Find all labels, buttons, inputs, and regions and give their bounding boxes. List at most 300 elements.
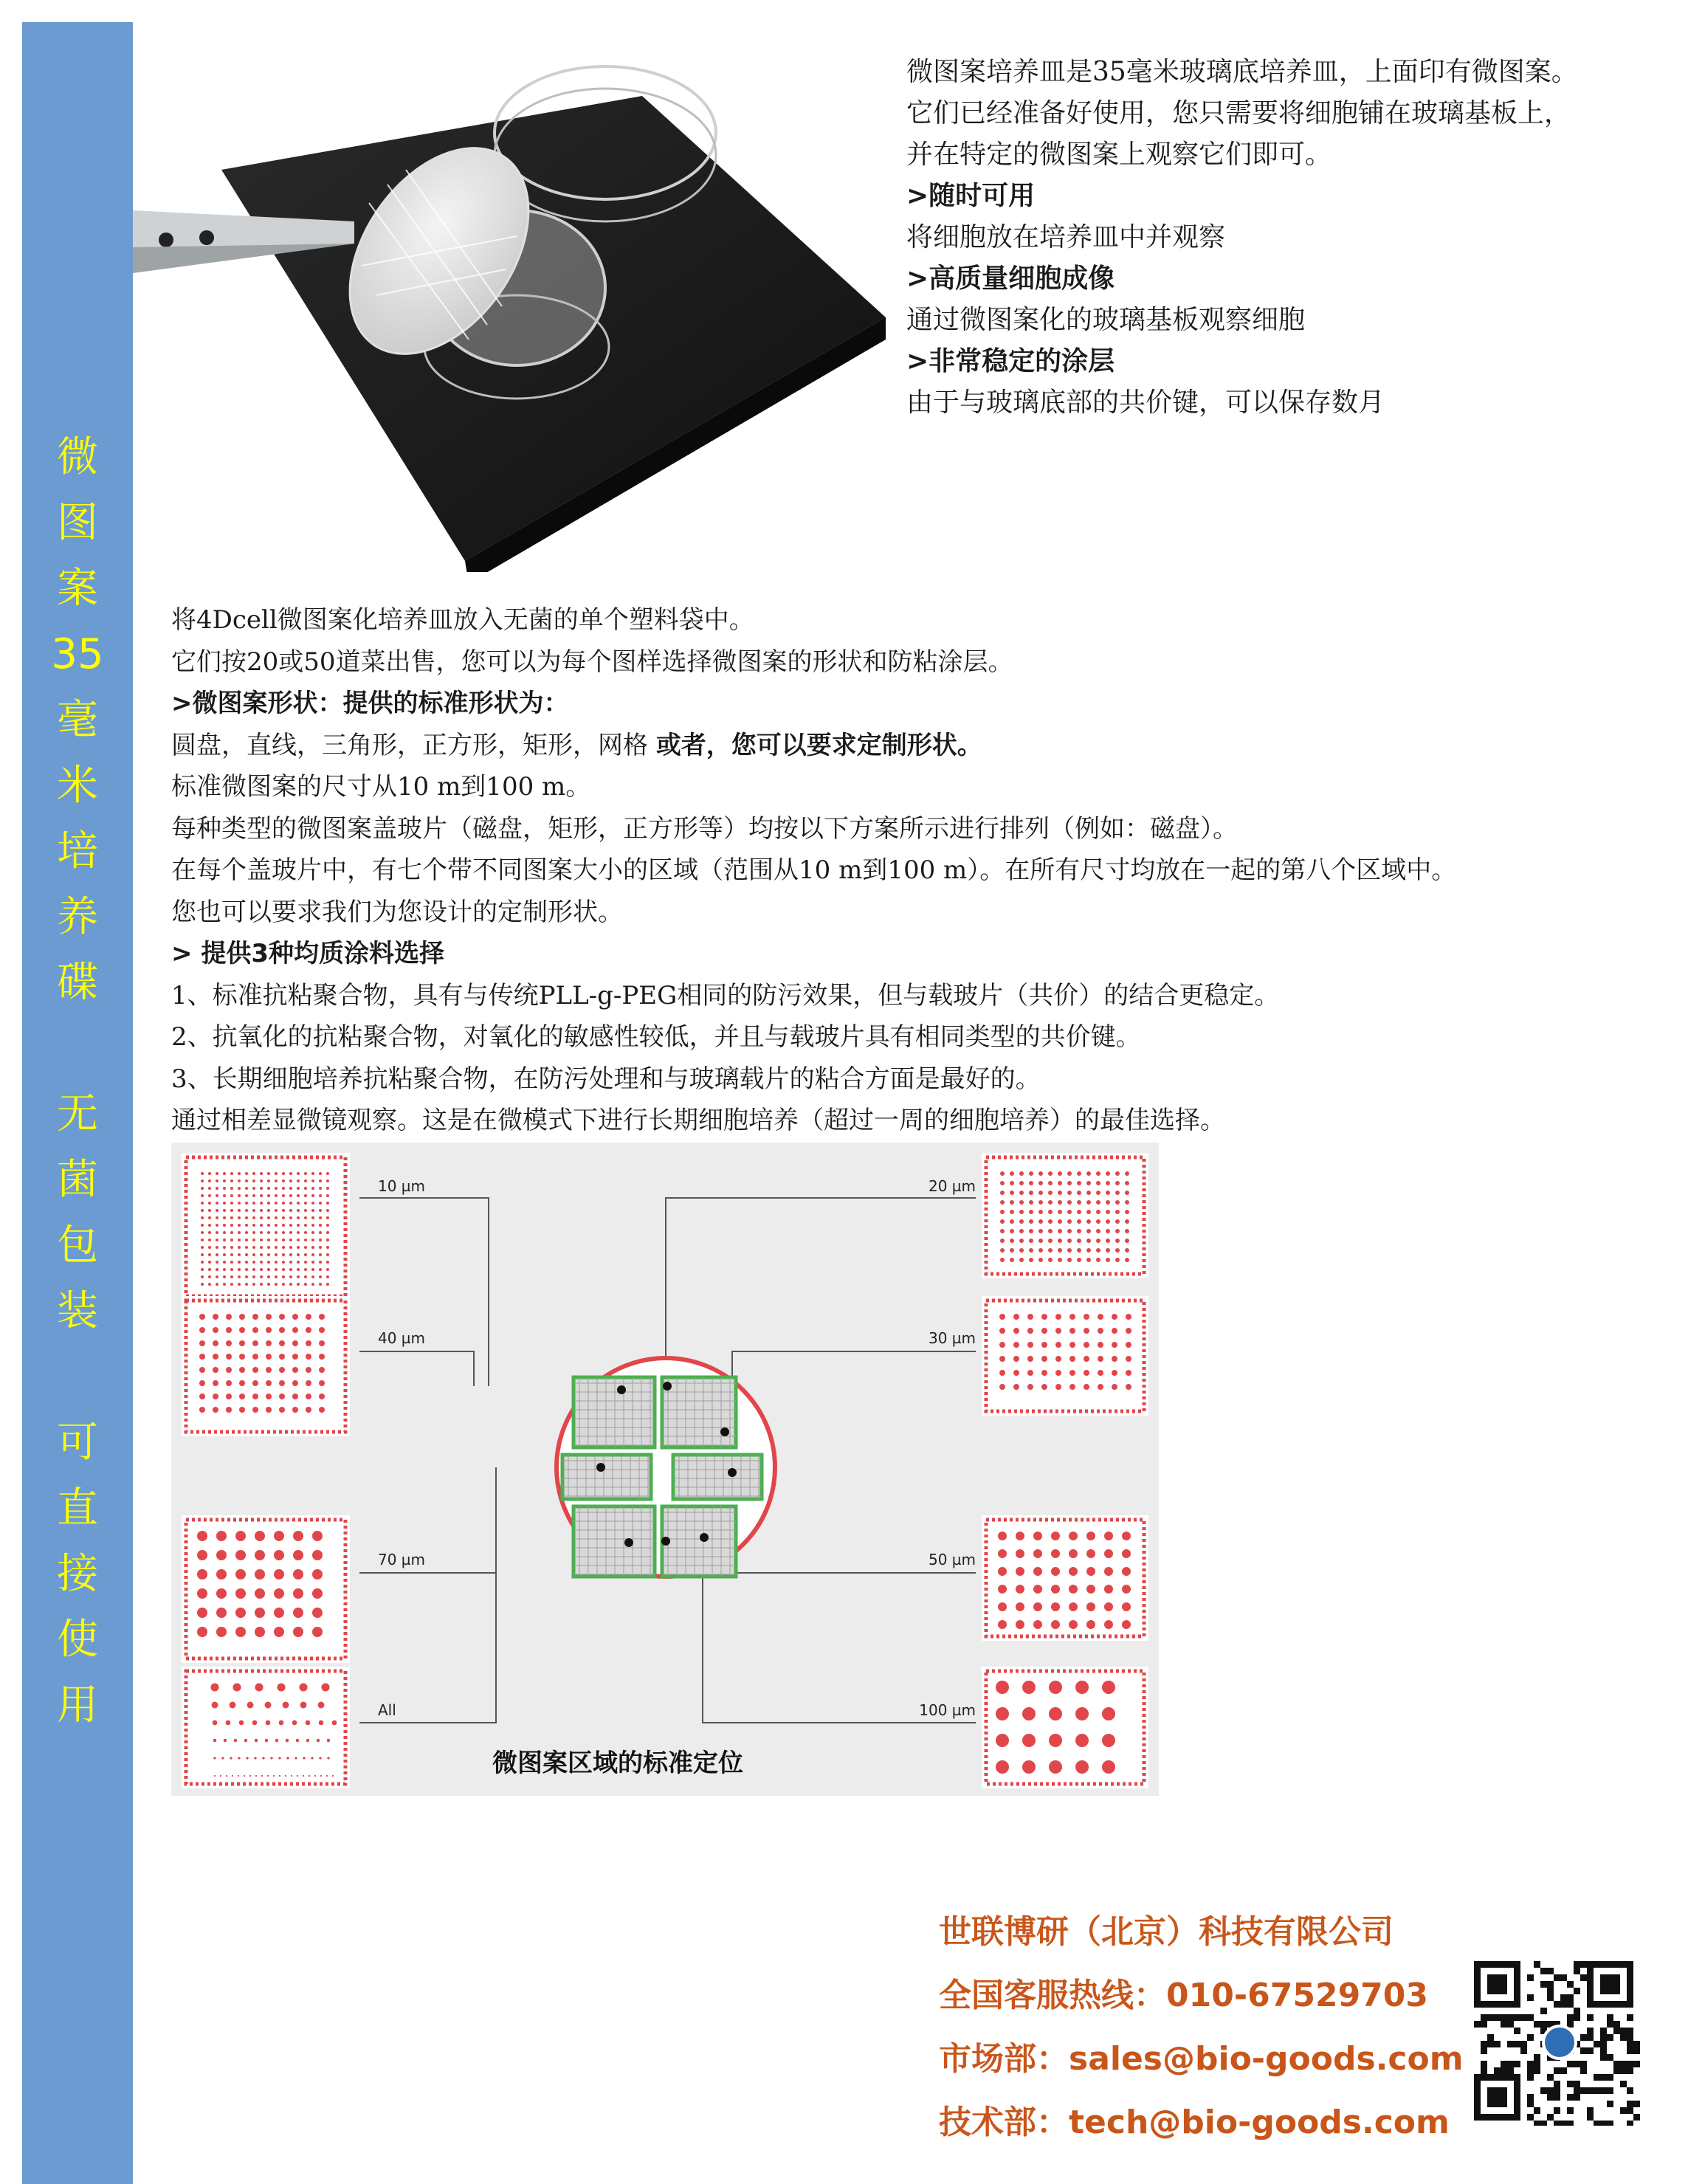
pattern-dot: [285, 1775, 286, 1777]
pattern-dot: [1067, 1239, 1072, 1243]
pattern-dot: [226, 1407, 232, 1413]
zone-marker: [728, 1468, 737, 1477]
pattern-dot: [201, 1275, 204, 1278]
section-heading: >微图案形状：提供的标准形状为：: [171, 689, 569, 718]
pattern-dot: [235, 1569, 246, 1580]
qr-module: [1580, 1961, 1587, 1968]
pattern-dot: [319, 1354, 325, 1360]
pattern-dot: [319, 1246, 322, 1249]
pattern-dot: [1013, 1384, 1019, 1390]
pattern-dot: [223, 1179, 226, 1182]
pattern-dot: [297, 1224, 300, 1227]
body-line: 每种类型的微图案盖玻片（磁盘，矩形，正方形等）均按以下方案所示进行排列（例如：磁盘）。: [171, 813, 1238, 844]
qr-module: [1627, 2041, 1633, 2047]
pattern-dot: [1086, 1181, 1091, 1185]
pattern-dot: [275, 1224, 278, 1227]
qr-module: [1607, 2087, 1613, 2094]
pattern-dot: [279, 1340, 285, 1346]
pattern-dot: [1106, 1229, 1110, 1233]
pattern-dot: [1027, 1370, 1033, 1376]
pattern-dot: [275, 1275, 278, 1278]
pattern-dot: [1115, 1191, 1120, 1195]
pattern-dot: [1086, 1200, 1091, 1205]
body-line: [171, 725, 1647, 767]
pattern-dot: [1086, 1229, 1091, 1233]
qr-finder: [1487, 1974, 1507, 1994]
pattern-dot: [282, 1172, 285, 1175]
pattern-dot: [1027, 1356, 1033, 1362]
pattern-dot: [223, 1231, 226, 1234]
pattern-dot: [318, 1702, 325, 1709]
pattern-dot: [297, 1268, 300, 1271]
pattern-dot: [1010, 1229, 1014, 1233]
qr-module: [1534, 2061, 1540, 2067]
qr-module: [1481, 2021, 1487, 2028]
pattern-dot: [1112, 1384, 1117, 1390]
sidebar-char: 米: [57, 762, 98, 810]
pattern-dot: [230, 1757, 232, 1759]
qr-code: [1472, 1960, 1642, 2126]
qr-module: [1607, 2034, 1613, 2041]
pattern-dot: [1122, 1620, 1131, 1629]
pattern-dot: [216, 1283, 218, 1286]
pattern-dot: [289, 1224, 292, 1227]
pattern-dot: [299, 1683, 307, 1691]
diagram-caption: 微图案区域的标准定位: [492, 1749, 743, 1778]
pattern-dot: [210, 1683, 218, 1691]
pattern-dot: [332, 1775, 334, 1777]
pattern-dot: [201, 1239, 204, 1241]
pattern-dot: [274, 1531, 284, 1541]
pattern-dot: [226, 1340, 232, 1346]
pattern-dot: [282, 1224, 285, 1227]
pattern-dot: [252, 1314, 258, 1320]
pattern-dot: [1096, 1171, 1100, 1176]
pattern-dot: [293, 1588, 303, 1599]
pattern-dot: [275, 1216, 278, 1219]
pattern-dot: [286, 1757, 289, 1759]
pattern-dot: [1022, 1707, 1036, 1720]
qr-module: [1574, 1961, 1580, 1968]
pattern-dot: [304, 1209, 307, 1212]
pattern-dot: [293, 1569, 303, 1580]
qr-module: [1547, 2074, 1554, 2081]
pattern-dot: [1038, 1181, 1043, 1185]
pattern-dot: [1010, 1181, 1014, 1185]
pattern-dot: [1019, 1229, 1024, 1233]
pattern-dot: [282, 1187, 285, 1190]
pattern-dot: [1048, 1248, 1053, 1253]
pattern-dot: [1086, 1549, 1095, 1558]
qr-module: [1607, 2014, 1613, 2021]
pattern-dot: [998, 1532, 1007, 1540]
qr-module: [1560, 2121, 1567, 2126]
pattern-dot: [297, 1172, 300, 1175]
pattern-dot: [230, 1202, 233, 1205]
pattern-dot: [1106, 1181, 1110, 1185]
pattern-dot: [216, 1216, 218, 1219]
pattern-dot: [304, 1231, 307, 1234]
qr-module: [1633, 2101, 1640, 2107]
pattern-dot: [320, 1775, 322, 1777]
body-line: 通过相差显微镜观察。这是在微模式下进行长期细胞培养（超过一周的细胞培养）的最佳选择。: [171, 1106, 1225, 1135]
pattern-dot: [1112, 1328, 1117, 1334]
qr-module: [1527, 2074, 1534, 2081]
pattern-dot: [238, 1231, 241, 1234]
pattern-dot: [223, 1187, 226, 1190]
pattern-dot: [999, 1342, 1005, 1348]
pattern-dot: [252, 1394, 258, 1399]
pattern-dot: [252, 1380, 258, 1386]
qr-module: [1627, 2067, 1633, 2074]
pattern-dot: [300, 1702, 307, 1709]
pattern-dot: [1069, 1532, 1078, 1540]
pattern-dot: [1115, 1248, 1120, 1253]
pattern-dot: [1048, 1258, 1053, 1262]
pattern-dot: [311, 1202, 314, 1205]
pattern-dot: [223, 1194, 226, 1197]
pattern-dot: [1086, 1258, 1091, 1262]
pattern-dot: [319, 1757, 321, 1759]
pattern-dot: [274, 1608, 284, 1618]
pattern-dot: [1086, 1532, 1095, 1540]
pattern-dot: [275, 1268, 278, 1271]
qr-module: [1534, 2054, 1540, 2061]
pattern-dot: [208, 1275, 211, 1278]
body-line: 将4Dcell微图案化培养皿放入无菌的单个塑料袋中。: [171, 605, 754, 635]
sidebar-char: 接: [57, 1550, 98, 1598]
pattern-dot: [311, 1283, 314, 1286]
pattern-dot: [244, 1739, 247, 1742]
pattern-dot: [252, 1231, 255, 1234]
pattern-dot: [314, 1775, 316, 1777]
pattern-dot: [267, 1268, 270, 1271]
pattern-dot: [1104, 1620, 1113, 1629]
size-label: 30 µm: [928, 1329, 976, 1347]
pattern-dot: [208, 1239, 211, 1241]
pattern-dot: [1106, 1219, 1110, 1224]
qr-module: [1607, 2074, 1613, 2081]
qr-module: [1481, 2014, 1487, 2021]
pattern-dot: [232, 1683, 241, 1691]
pattern-dot: [252, 1209, 255, 1212]
pattern-dot: [1096, 1258, 1100, 1262]
pattern-dot: [1067, 1219, 1072, 1224]
pattern-dot: [238, 1246, 241, 1249]
pattern-dot: [226, 1775, 227, 1777]
qr-module: [1547, 1968, 1554, 1974]
pattern-dot: [1084, 1384, 1089, 1390]
pattern-dot: [289, 1172, 292, 1175]
pattern-dot: [1038, 1239, 1043, 1243]
qr-module: [1574, 2087, 1580, 2094]
pattern-dot: [304, 1187, 307, 1190]
pattern-dot: [1027, 1384, 1033, 1390]
pattern-dot: [1125, 1239, 1129, 1243]
pattern-dot: [1029, 1229, 1033, 1233]
size-label: 100 µm: [919, 1701, 976, 1719]
size-label: 50 µm: [928, 1551, 976, 1568]
qr-module: [1567, 2121, 1574, 2126]
pattern-dot: [1125, 1219, 1129, 1224]
pattern-dot: [208, 1172, 211, 1175]
pattern-dot: [201, 1268, 204, 1271]
qr-module: [1547, 2094, 1554, 2101]
qr-module: [1580, 2034, 1587, 2041]
size-label: 40 µm: [378, 1329, 426, 1347]
pattern-dot: [1075, 1681, 1089, 1694]
feature-text: 由于与玻璃底部的共价键，可以保存数月: [906, 387, 1385, 418]
intro-text: [906, 52, 1644, 424]
sidebar-char: 培: [57, 827, 98, 875]
qr-module: [1540, 2087, 1547, 2094]
pattern-dot: [304, 1202, 307, 1205]
qr-module: [1587, 2014, 1594, 2021]
pattern-dot: [1010, 1171, 1014, 1176]
pattern-dot: [1022, 1760, 1036, 1774]
pattern-dot: [252, 1340, 258, 1346]
pattern-dot: [238, 1757, 240, 1759]
pattern-dot: [1038, 1200, 1043, 1205]
pattern-dot: [213, 1757, 216, 1759]
pattern-dot: [289, 1253, 292, 1256]
pattern-dot: [292, 1367, 298, 1373]
pattern-dot: [252, 1216, 255, 1219]
pattern-dot: [267, 1179, 270, 1182]
size-label: 20 µm: [928, 1177, 976, 1195]
pattern-dot: [1058, 1210, 1062, 1214]
pattern-dot: [260, 1172, 263, 1175]
pattern-dot: [1086, 1585, 1095, 1594]
pattern-dot: [289, 1216, 292, 1219]
pattern-dot: [275, 1231, 278, 1234]
pattern-dot: [1075, 1734, 1089, 1747]
body-line: 1、标准抗粘聚合物，具有与传统PLL-g-PEG相同的防污效果，但与载玻片（共价）的结合更稳定。: [171, 980, 1280, 1010]
pattern-dot: [1069, 1602, 1078, 1611]
pattern-dot: [999, 1328, 1005, 1334]
pattern-dot: [1013, 1356, 1019, 1362]
qr-module: [1487, 2014, 1494, 2021]
pattern-dot: [216, 1187, 218, 1190]
pattern-dot: [326, 1283, 329, 1286]
pattern-dot: [319, 1179, 322, 1182]
pattern-dot: [1016, 1567, 1024, 1576]
pattern-dot: [275, 1209, 278, 1212]
pattern-dot: [1027, 1342, 1033, 1348]
pattern-dot: [1115, 1200, 1120, 1205]
pattern-dot: [1125, 1229, 1129, 1233]
pattern-dot: [1077, 1191, 1081, 1195]
pattern-dot: [1029, 1171, 1033, 1176]
pattern-dot: [201, 1246, 204, 1249]
pattern-dot: [311, 1216, 314, 1219]
pattern-dot: [1029, 1210, 1033, 1214]
pattern-dot: [216, 1172, 218, 1175]
pattern-dot: [267, 1216, 270, 1219]
pattern-dot: [319, 1216, 322, 1219]
pattern-dot: [1038, 1258, 1043, 1262]
pattern-dot: [208, 1283, 211, 1286]
qr-module: [1560, 1974, 1567, 1981]
pattern-dot: [255, 1739, 258, 1742]
pattern-dot: [213, 1340, 218, 1346]
pattern-dot: [238, 1209, 241, 1212]
pattern-dot: [1048, 1171, 1053, 1176]
pattern-dot: [223, 1172, 226, 1175]
pattern-dot: [1077, 1248, 1081, 1253]
size-label: 70 µm: [378, 1551, 426, 1568]
pattern-dot: [326, 1202, 329, 1205]
qr-module: [1574, 1968, 1580, 1974]
pattern-dot: [197, 1569, 207, 1580]
pattern-dot: [1077, 1258, 1081, 1262]
pattern-dot: [304, 1179, 307, 1182]
qr-module: [1554, 2067, 1560, 2074]
pattern-dot: [230, 1283, 233, 1286]
qr-module: [1554, 2094, 1560, 2101]
pattern-dot: [289, 1209, 292, 1212]
pattern-dot: [282, 1209, 285, 1212]
pattern-dot: [230, 1172, 233, 1175]
pattern-dot: [208, 1253, 211, 1256]
pattern-dot: [306, 1407, 311, 1413]
sidebar-char: 用: [57, 1681, 98, 1729]
pattern-dot: [999, 1370, 1005, 1376]
pattern-dot: [238, 1283, 241, 1286]
pattern-dot: [1102, 1681, 1115, 1694]
qr-finder: [1487, 2087, 1507, 2107]
size-label: 10 µm: [378, 1177, 426, 1195]
body-line: 标准微图案的尺寸从10 m到100 m。: [171, 772, 591, 802]
pattern-dot: [275, 1194, 278, 1197]
pattern-dot: [326, 1224, 329, 1227]
qr-module: [1554, 2107, 1560, 2114]
pattern-dot: [230, 1231, 233, 1234]
pattern-dot: [312, 1550, 323, 1560]
pattern-dot: [213, 1314, 218, 1320]
pattern-dot: [311, 1231, 314, 1234]
pattern-dot: [255, 1588, 265, 1599]
pattern-dot: [1122, 1549, 1131, 1558]
pattern-dot: [226, 1327, 232, 1333]
pattern-dot: [319, 1720, 324, 1726]
pattern-dot: [220, 1775, 221, 1777]
pattern-dot: [255, 1550, 265, 1560]
pattern-dot: [304, 1194, 307, 1197]
pattern-dot: [1115, 1229, 1120, 1233]
pattern-dot: [224, 1739, 227, 1742]
pattern-dot: [252, 1367, 258, 1373]
pattern-dot: [1112, 1356, 1117, 1362]
pattern-dot: [319, 1172, 322, 1175]
pattern-dot: [1077, 1181, 1081, 1185]
qr-module: [1594, 2121, 1600, 2126]
pattern-dot: [1016, 1602, 1024, 1611]
qr-module: [1580, 2087, 1587, 2094]
pattern-dot: [304, 1268, 307, 1271]
qr-module: [1594, 2087, 1600, 2094]
pattern-dot: [1019, 1219, 1024, 1224]
sidebar-char: 毫: [57, 696, 98, 744]
pattern-dot: [1069, 1314, 1075, 1320]
pattern-dot: [1051, 1620, 1060, 1629]
pattern-dot: [304, 1216, 307, 1219]
pattern-dot: [230, 1268, 233, 1271]
pattern-dot: [1084, 1328, 1089, 1334]
pattern-dot: [282, 1261, 285, 1264]
pattern-dot: [275, 1739, 278, 1742]
pattern-dot: [1019, 1210, 1024, 1214]
pattern-dot: [201, 1179, 204, 1182]
pattern-dot: [216, 1231, 218, 1234]
zone-marker: [661, 1537, 670, 1546]
pattern-dot: [238, 1775, 239, 1777]
pattern-dot: [326, 1179, 329, 1182]
pattern-dot: [252, 1187, 255, 1190]
pattern-dot: [216, 1569, 227, 1580]
pattern-dot: [283, 1702, 289, 1709]
pattern-zone: [562, 1455, 651, 1499]
pattern-dot: [230, 1216, 233, 1219]
feature-heading: >高质量细胞成像: [906, 263, 1115, 294]
pattern-dot: [304, 1224, 307, 1227]
pattern-dot: [1086, 1171, 1091, 1176]
pattern-dot: [291, 1775, 292, 1777]
qr-module: [1501, 2061, 1507, 2067]
pattern-dot: [275, 1239, 278, 1241]
pattern-dot: [292, 1407, 298, 1413]
pattern-dot: [216, 1202, 218, 1205]
pattern-dot: [265, 1702, 272, 1709]
qr-module: [1534, 2067, 1540, 2074]
pattern-dot: [1049, 1707, 1062, 1720]
pattern-dot: [252, 1720, 258, 1726]
pattern-dot: [275, 1246, 278, 1249]
qr-module: [1567, 2014, 1574, 2021]
qr-module: [1527, 2034, 1534, 2041]
pattern-dot: [1086, 1567, 1095, 1576]
qr-module: [1633, 2061, 1640, 2067]
pattern-dot: [208, 1224, 211, 1227]
pattern-dot: [267, 1283, 270, 1286]
pattern-dot: [1084, 1342, 1089, 1348]
pattern-dot: [297, 1283, 300, 1286]
pattern-dot: [254, 1757, 256, 1759]
pattern-dot: [213, 1739, 216, 1742]
pattern-dot: [1051, 1585, 1060, 1594]
qr-module: [1600, 2028, 1607, 2034]
pattern-dot: [326, 1268, 329, 1271]
pattern-dot: [1041, 1314, 1047, 1320]
pattern-dot: [245, 1224, 248, 1227]
pattern-dot: [201, 1224, 204, 1227]
pattern-dot: [238, 1275, 241, 1278]
product-photo: [133, 22, 900, 572]
pattern-dot: [216, 1261, 218, 1264]
pattern-dot: [282, 1239, 285, 1241]
qr-module: [1613, 2021, 1620, 2028]
pattern-dot: [1096, 1248, 1100, 1253]
sidebar-char: 案: [57, 565, 98, 613]
pattern-dot: [1000, 1171, 1005, 1176]
pattern-dot: [1029, 1191, 1033, 1195]
pattern-dot: [294, 1757, 297, 1759]
pattern-dot: [208, 1194, 211, 1197]
pattern-dot: [1069, 1342, 1075, 1348]
pattern-dot: [1058, 1229, 1062, 1233]
pattern-dot: [201, 1253, 204, 1256]
qr-module: [1587, 2028, 1594, 2034]
